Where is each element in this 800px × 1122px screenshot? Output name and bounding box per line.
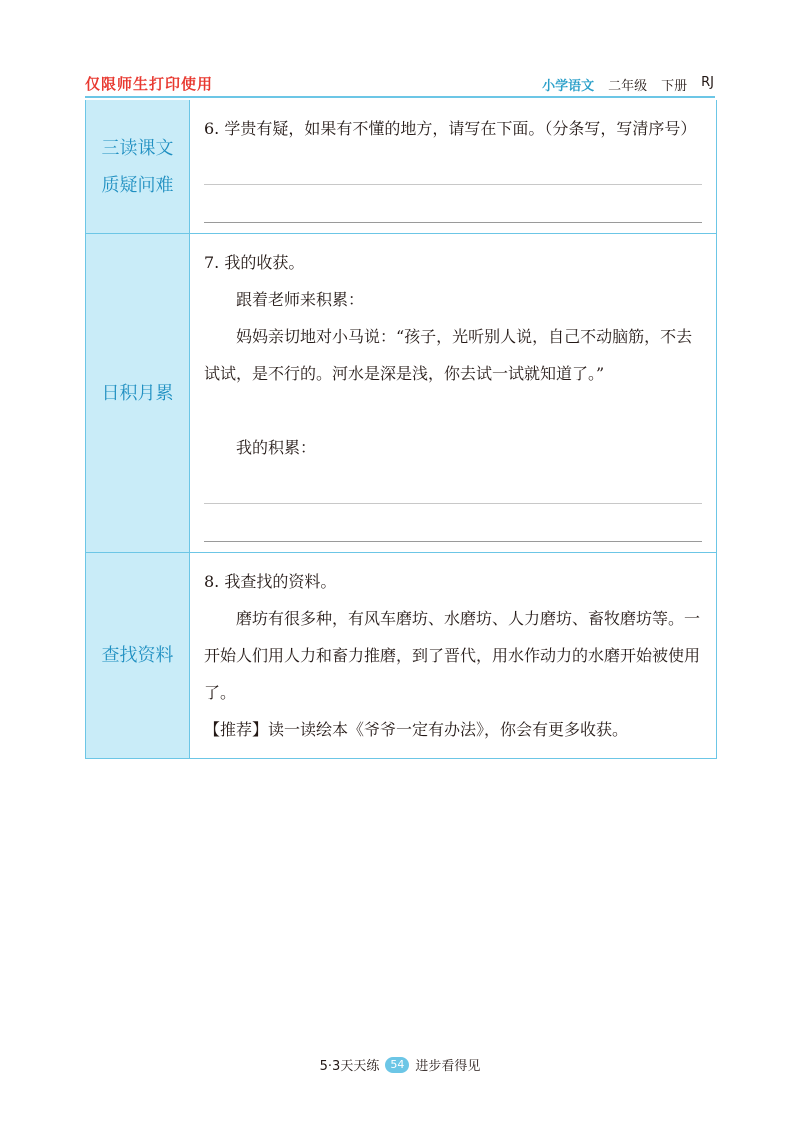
section-title-line-1: 三读课文 [101,137,174,159]
section-research [86,552,716,758]
answer-line[interactable] [204,504,702,542]
quote-passage: 妈妈亲切地对小马说：“孩子，光听别人说，自己不动脑筋，不去试试，是不行的。河水是深是浅，你去试一试就知道了。” [204,327,693,383]
section-content [190,553,716,758]
answer-line[interactable] [204,185,702,223]
section-title-line-1: 日积月累 [101,382,174,404]
my-accumulation-label: 我的积累： [236,438,317,457]
spacer [204,392,702,429]
print-notice: 仅限师生打印使用 [85,75,214,93]
section-questions [86,100,716,233]
section-content [190,100,716,233]
section-title-line-1: 查找资料 [101,645,174,666]
section-title [86,234,190,552]
grade-label: 二年级 [608,79,648,94]
question-8: 8. 我查找的资料。 [204,572,337,591]
exercise-table [85,100,717,759]
header-divider [85,96,715,98]
footer-brand: 5·3天天练 [319,1059,380,1074]
research-passage: 磨坊有很多种，有风车磨坊、水磨坊、人力磨坊、畜牧磨坊等。一开始人们用人力和畜力推磨，到了晋代，用水作动力的水磨开始被使用了。 [204,609,701,702]
section-title-line-2: 质疑问难 [101,174,174,196]
volume-label: 下册 [661,79,688,94]
answer-line[interactable] [204,147,702,185]
page-number: 54 [385,1057,409,1073]
answer-line[interactable] [204,466,702,504]
edition-label: RJ [701,75,714,90]
recommendation: 【推荐】读一读绘本《爷爷一定有办法》，你会有更多收获。 [204,720,629,739]
accumulate-prompt: 跟着老师来积累： [236,290,365,309]
question-6: 6. 学贵有疑，如果有不懂的地方，请写在下面。（分条写，写清序号） [204,119,697,138]
section-accumulation [86,233,716,552]
book-info [542,75,714,94]
page-footer [0,1055,800,1074]
subject-label: 小学语文 [542,79,595,94]
footer-slogan: 进步看得见 [415,1059,481,1074]
question-7: 7. 我的收获。 [204,253,305,272]
section-title [86,553,190,758]
section-content [190,234,716,552]
section-title [86,100,190,233]
